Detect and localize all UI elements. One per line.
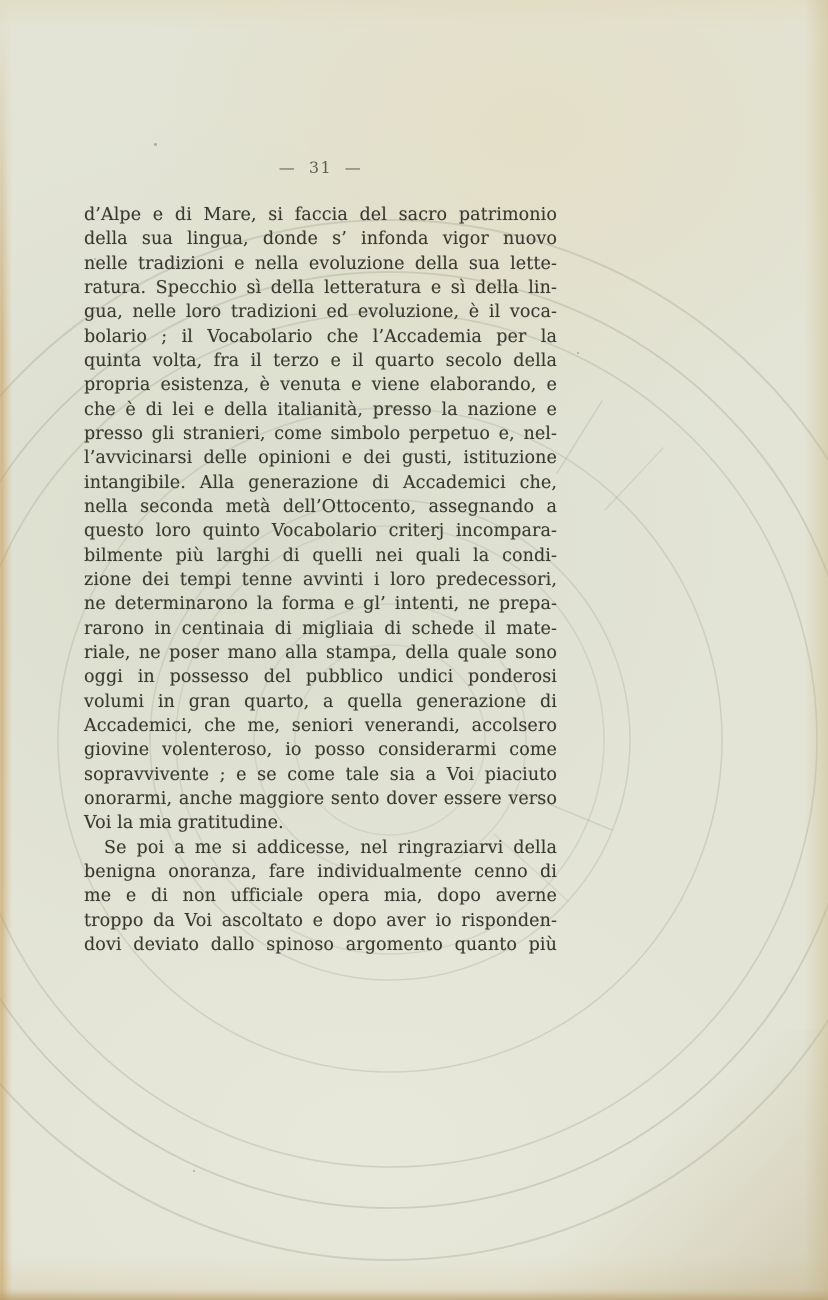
seal-band-divider [605, 448, 663, 510]
text-line: volumi in gran quarto, a quella generazione di [84, 691, 557, 712]
paragraph [84, 836, 557, 958]
text-line: ne determinarono la forma e gl’ intenti, ne prepa- [84, 594, 557, 615]
page-number: — 31 — [278, 158, 363, 177]
text-line: Se poi a me si addicesse, nel ringraziarvi della [104, 837, 557, 858]
text-line: giovine volenteroso, io posso considerarmi come [84, 740, 557, 761]
text-line: Voi la mia gratitudine. [84, 813, 284, 834]
text-line: propria esistenza, è venuta e viene elaborando, e [84, 375, 557, 396]
text-line: zione dei tempi tenne avvinti i loro predecessori, [84, 569, 557, 590]
page-edge-left-shadow [0, 0, 12, 1300]
text-line: l’avvicinarsi delle opinioni e dei gusti, istituzione [84, 448, 557, 469]
text-line: me e di non ufficiale opera mia, dopo averne [84, 886, 557, 907]
text-line: quinta volta, fra il terzo e il quarto secolo della [84, 350, 557, 371]
text-line: questo loro quinto Vocabolario criterj incompara- [84, 521, 557, 542]
text-block [84, 203, 557, 957]
dust-speck [577, 352, 579, 354]
text-line: intangibile. Alla generazione di Accademici che, [84, 472, 557, 493]
text-line: Accademici, che me, seniori venerandi, accolsero [84, 715, 557, 736]
seal-band-divider [557, 401, 602, 473]
dust-speck [154, 143, 157, 146]
text-line: troppo da Voi ascoltato e dopo aver io risponden- [84, 910, 557, 931]
text-line: gua, nelle loro tradizioni ed evoluzione, è il voca- [84, 302, 557, 323]
text-line: che è di lei e della italianità, presso la nazione e [84, 399, 557, 420]
dust-speck [94, 258, 96, 260]
text-line: nelle tradizioni e nella evoluzione della sua lette- [84, 253, 557, 274]
text-line: rarono in centinaia di migliaia di schede il mate- [84, 618, 557, 639]
bottom-right-corner-shading [508, 1030, 828, 1300]
dust-speck [193, 1170, 195, 1172]
text-line: riale, ne poser mano alla stampa, della quale sono [84, 642, 557, 663]
text-line: ratura. Specchio sì della letteratura e sì della lin- [84, 277, 557, 298]
text-line: bolario ; il Vocabolario che l’Accademia per la [84, 326, 557, 347]
text-line: nella seconda metà dell’Ottocento, assegnando a [84, 496, 557, 517]
paragraph [84, 203, 557, 836]
text-line: oggi in possesso del pubblico undici ponderosi [84, 667, 557, 688]
text-line: bilmente più larghi di quelli nei quali la condi- [84, 545, 557, 566]
text-line: presso gli stranieri, come simbolo perpetuo e, nel- [84, 423, 557, 444]
text-line: onorarmi, anche maggiore sento dover essere verso [84, 788, 557, 809]
text-line: dovi deviato dallo spinoso argomento quanto più [84, 934, 557, 955]
text-line: d’Alpe e di Mare, si faccia del sacro patrimonio [84, 205, 557, 225]
text-line: sopravvivente ; e se come tale sia a Voi piaciuto [84, 764, 557, 785]
text-line: benigna onoranza, fare individualmente cenno di [84, 861, 557, 882]
text-line: della sua lingua, donde s’ infonda vigor nuovo [84, 229, 557, 250]
